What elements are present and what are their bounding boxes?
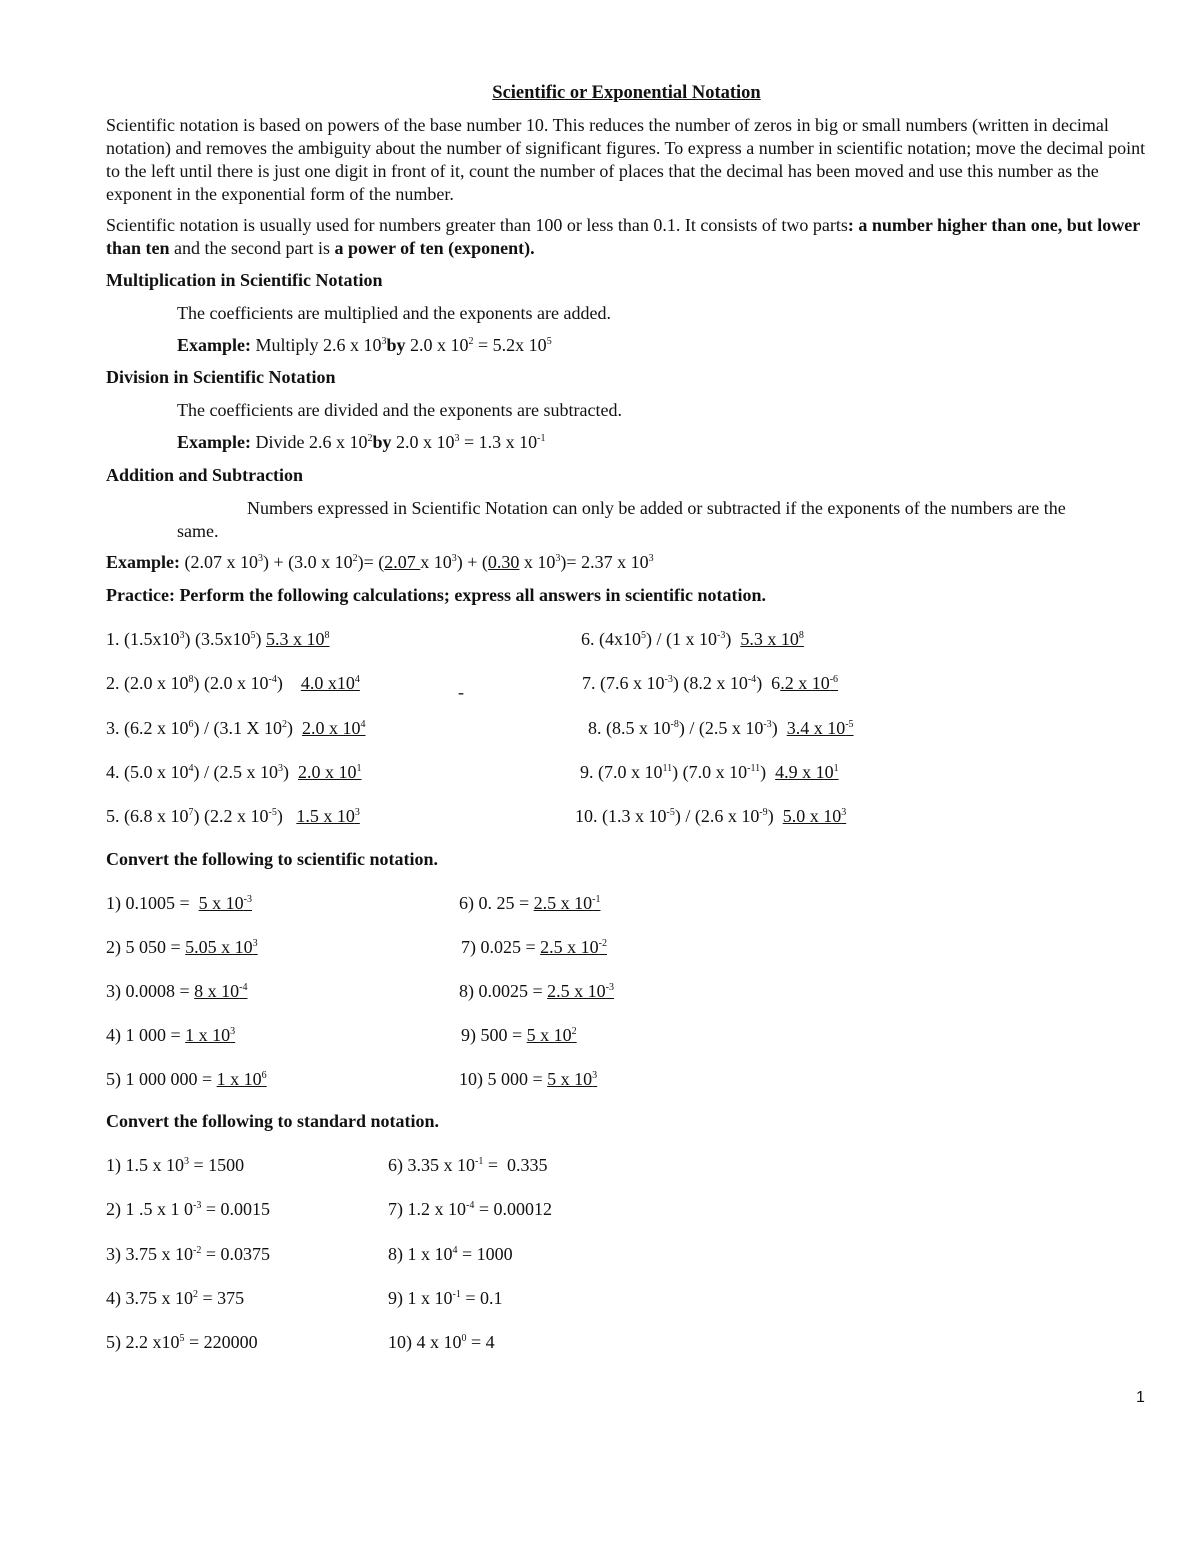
stray-dash: - (458, 682, 464, 702)
multiplication-rule: The coefficients are multiplied and the exponents are added. (177, 303, 611, 323)
addition-heading: Addition and Subtraction (106, 465, 304, 485)
convert-standard-item-2: 2) 1 .5 x 1 $0^{-3} = 0.0015$ (106, 1199, 270, 1219)
division-heading: Division in Scientific Notation (106, 367, 336, 387)
practice-item-8: 8. (8.5 x $10^{-8}) / (2.5$ x $10^{-3}$) 3.4 x $10^{-5}$ (588, 718, 854, 738)
convert-scientific-item-10: 10) 5 000 = 5 x $10^3$ (459, 1069, 598, 1089)
practice-item-9: 9. (7.0 x $10^{11}$) (7.0 x $10^{-11}$) 4.9 x $10^1$ (580, 762, 839, 782)
intro-paragraph-1: Scientific notation is based on powers of the base number 10. This reduces the number of zeros in big or small numbers (written in decimal notation) and removes the ambiguity about the number of significant figures. To express a number in scientific notation; move the decimal point to the left until there is just one digit in front of it, count the number of places that the decimal has been moved and use this number as the exponent in the exponential form of the number. (106, 115, 1146, 204)
convert-standard-item-5: 5) 2.2 $x10^5 = 220000$ (106, 1332, 258, 1352)
intro-paragraph-2: Scientific notation is usually used for numbers greater than 100 or less than 0.1. It consists of two parts: a number higher than one, but lower than ten and the second part is a power of ten (exponent). (106, 215, 1140, 258)
practice-item-5: 5. (6.8 x $10^7$) (2.2 x $10^{-5}$) 1.5 x $10^3$ (106, 806, 360, 826)
convert-standard-item-8: 8) 1 x $10^4 = 1000$ (388, 1244, 513, 1264)
practice-item-6: 6. $(4x10^5) / (1$ x $10^{-3}$) 5.3 x $10^8$ (581, 629, 804, 649)
practice-item-3: 3. (6.2 x $10^6) / (3.1$ X $10^2$) 2.0 x $10^4$ (106, 718, 366, 738)
convert-scientific-item-6: 6) 0. 25 = 2.5 x $10^{-1}$ (459, 893, 601, 913)
convert-standard-item-4: 4) 3.75 x $10^2 = 375$ (106, 1288, 245, 1308)
convert-scientific-item-1: 1) 0.1005 = 5 x $10^{-3}$ (106, 893, 252, 913)
page-title: Scientific or Exponential Notation (492, 83, 761, 103)
division-example: Example: Divide 2.6 x $10^2by$ 2.0 x $10^3 = 1.3$ x $10^{-1}$ (177, 432, 546, 452)
addition-example: Example: (2.07 x $10^3) + (3.0$ x $10^2)= (2.07$ x $10^3) + (0.30$ x $10^3)= 2.37$ x $10^3$ (106, 552, 654, 572)
page-number: 1 (1136, 1389, 1145, 1406)
convert-standard-heading: Convert the following to standard notation. (106, 1111, 440, 1131)
practice-item-2: 2. (2.0 x $10^8$) (2.0 x $10^{-4}$) 4.0 $x10^4$ (106, 673, 360, 693)
practice-item-7: 7. (7.6 x $10^{-3}$) (8.2 x $10^{-4}$) 6.2 x $10^{-6}$ (582, 673, 839, 693)
convert-scientific-item-5: 5) 1 000 000 = 1 x $10^6$ (106, 1069, 267, 1089)
practice-heading: Practice: Perform the following calculations; express all answers in scientific notation. (106, 585, 767, 605)
practice-item-4: 4. (5.0 x $10^4) / (2.5$ x $10^3$) 2.0 x $10^1$ (106, 762, 362, 782)
addition-rule-line2: same. (177, 521, 219, 541)
multiplication-example: Example: Multiply 2.6 x $10^3by$ 2.0 x $10^2 = 5.2x$ $10^5$ (177, 335, 552, 355)
convert-scientific-item-4: 4) 1 000 = 1 x $10^3$ (106, 1025, 236, 1045)
practice-item-1: 1. $(1.5x10^3)$ $(3.5x10^5)$ 5.3 x $10^8$ (106, 629, 330, 649)
convert-standard-item-1: 1) 1.5 x $10^3 = 1500$ (106, 1155, 245, 1175)
practice-item-10: 10. (1.3 x $10^{-5}) / (2.6$ x $10^{-9}$) 5.0 x $10^3$ (575, 806, 847, 826)
convert-standard-item-3: 3) 3.75 x $10^{-2} = 0.0375$ (106, 1244, 270, 1264)
convert-scientific-item-7: 7) 0.025 = 2.5 x $10^{-2}$ (461, 937, 607, 957)
convert-scientific-item-8: 8) 0.0025 = 2.5 x $10^{-3}$ (459, 981, 614, 1001)
convert-scientific-heading: Convert the following to scientific notation. (106, 849, 438, 869)
convert-standard-item-7: 7) 1.2 x $10^{-4} = 0.00012$ (388, 1199, 552, 1219)
convert-scientific-item-2: 2) 5 050 = 5.05 x $10^3$ (106, 937, 258, 957)
convert-scientific-item-3: 3) 0.0008 = 8 x $10^{-4}$ (106, 981, 248, 1001)
addition-rule-line1: Numbers expressed in Scientific Notation can only be added or subtracted if the exponents of the numbers are the (247, 498, 1066, 518)
convert-scientific-item-9: 9) 500 = 5 x $10^2$ (461, 1025, 577, 1045)
convert-standard-item-9: 9) 1 x $10^{-1} = 0.1$ (388, 1288, 503, 1308)
division-rule: The coefficients are divided and the exponents are subtracted. (177, 400, 622, 420)
convert-standard-item-6: 6) 3.35 x $10^{-1} = 0.335$ (388, 1155, 548, 1175)
convert-standard-item-10: 10) 4 x $10^0 = 4$ (388, 1332, 495, 1352)
multiplication-heading: Multiplication in Scientific Notation (106, 270, 383, 290)
